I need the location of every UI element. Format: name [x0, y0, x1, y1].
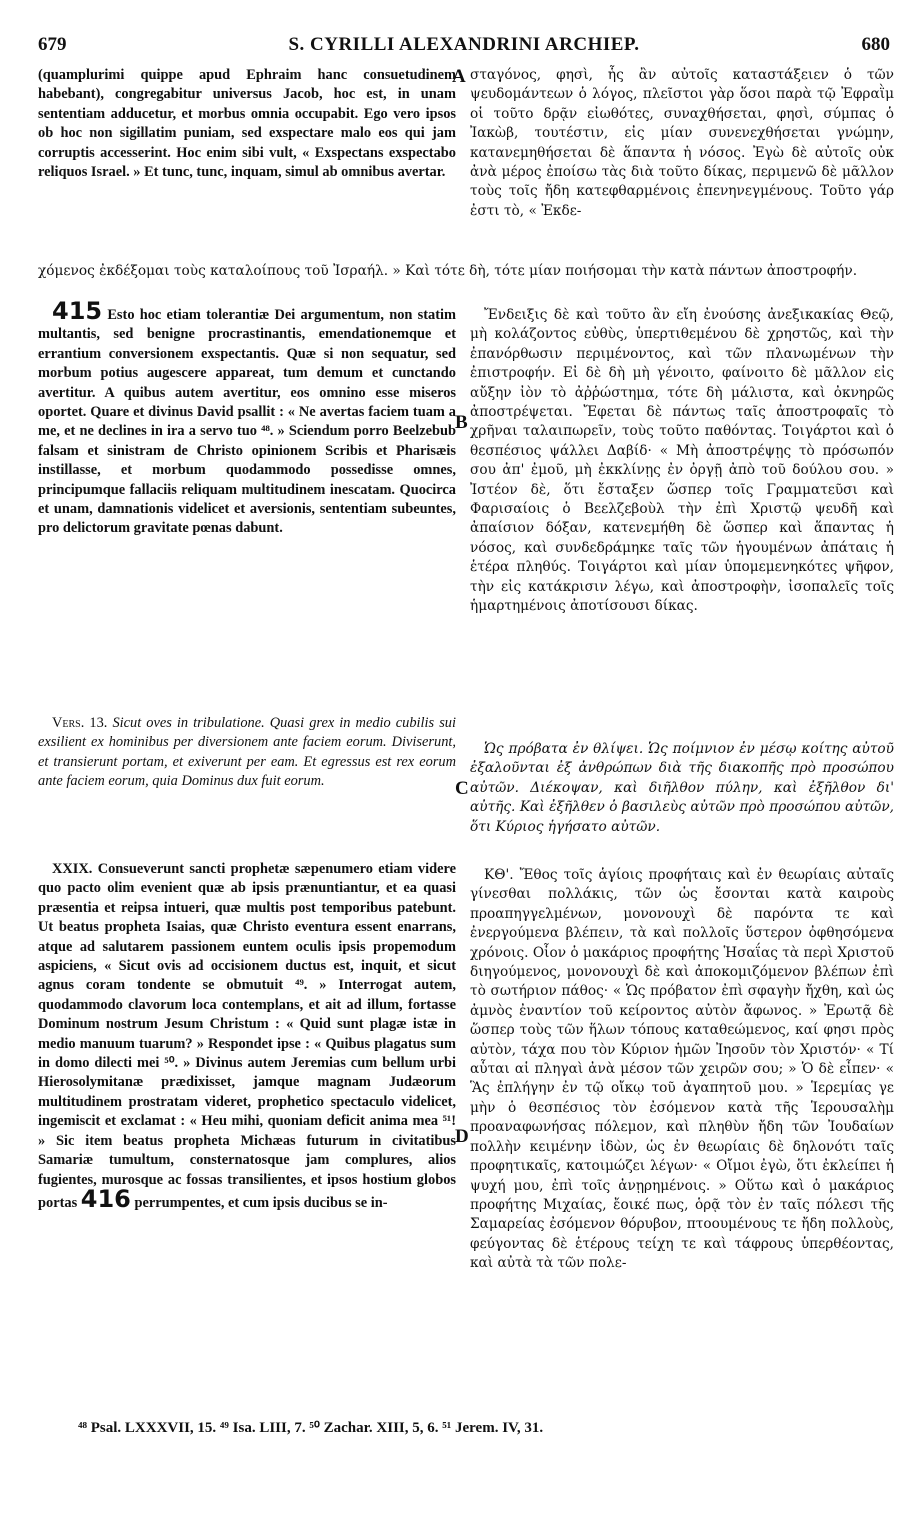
- footnotes: ⁴⁸ Psal. LXXXVII, 15. ⁴⁹ Isa. LIII, 7. ⁵⁰ Zachar. XIII, 5, 6. ⁵¹ Jerem. IV, 31.: [78, 1420, 544, 1436]
- section-number-415: 415: [52, 297, 103, 325]
- margin-marker-b: B: [455, 412, 468, 433]
- greek-paragraph-2: Ἔνδειξις δὲ καὶ τοῦτο ἂν εἴη ἐνούσης ἀνεξικακίας Θεῷ, μὴ κολάζοντος εὐθὺς, ὑπερτιθεμένου δὲ χρηστῶς, καὶ τὴν ἐπανόρθωσιν περιμένοντος, καὶ τῶν πλανωμένων τὴν ἐπιστροφήν. Εἰ δὲ δὴ μὴ γένοιτο, φαίνοιτο δὲ μᾶλλον εἰς αὔξην ἰὸν τὸ ἀῤῥώστημα, τότε δὴ μάλιστα, καὶ ὀκνηρῶς ἀποστρέψεται. Ἔφεται δὲ πάντως ταῖς ἀποστροφαῖς τὸ χρῆναι ταλαιπωρεῖν, τοὺς τοῦτο παθόντας. Τοιγάρτοι καὶ ὁ θεσπέσιος ψάλλει Δαβίδ· « Μὴ ἀποστρέψῃς τὸ πρόσωπόν σου ἀπ' ἐμοῦ, μὴ ἐκκλίνῃς ἐν ὀργῇ ἀπὸ τοῦ δούλου σου. » Ἰστέον δὲ, ὅτι ἔσταξεν ὥσπερ τοῖς Γραμματεῦσι καὶ Φαρισαίοις ὁ Βεελζεβοὺλ τὴν ἐπὶ Χριστῷ ψευδῆ καὶ ἀπαίσιον δόξαν, κατενεμήθη δὲ ὥσπερ καὶ ἅπαντας ἡ νόσος, καὶ συνδεδράμηκε ταῖς τῶν ἡγουμένων ἀπάταις ἡ ἑτέρα πληθύς. Τοιγάρτοι καὶ μίαν ὑπομεμενηκότες ψῆφον, τὴν εἰς κατάκρισιν λέγω, καὶ ἀποστροφὴν, ἰσοπαλεῖς τοῖς ἡμαρτημένοις ἀποτίσουσι δίκας.: [470, 307, 894, 615]
- running-title: S. CYRILLI ALEXANDRINI ARCHIEP.: [288, 34, 640, 55]
- latin-paragraph-415: 415 Esto hoc etiam tolerantiæ Dei argumentum, non statim multantis, sed benigne procrastinantis, emendationemque et errantium conversionem exspectantis. Quæ si non sequatur, sed morbum potius augescere appareat, tum demum et cunctando avertitur. A quibus autem avertitur, eos omnino esse miseros oportet. Quare et divinus David psallit : « Ne avertas faciem tuam a me, et ne declines in ira a servo tuo ⁴⁸. » Sciendum porro Beelzebub falsam et sinistram de Christo opinionem Scribis et Pharisæis instillasse, et morbum quodammodo possedisse omnes, principumque fallaciis reliquam multitudinem inescatam. Quocirca et unam, damnationis videlicet et aversionis, sententiam subeuntes, pro delictorum gravitate pœnas dabunt.: [38, 297, 456, 537]
- page-number-right: 680: [861, 34, 890, 55]
- margin-marker-d: D: [455, 1126, 469, 1147]
- greek-chapter-ktheta: ΚΘ'. Ἔθος τοῖς ἁγίοις προφήταις καὶ ἐν θεωρίαις αὐταῖς γίνεσθαι πολλάκις, τῶν ὡς ἔσονται κατὰ καιροὺς προαπηγγελμένων, μονονουχὶ δὲ παρόντα τε καὶ ἐνεργούμενα βλέπειν, τὰ καὶ πολλοῖς ὕστερον ὀφθησόμενα χρόνοις. Οἷον ὁ μακάριος προφήτης Ἡσαΐας τὰ περὶ Χριστοῦ διηγούμενος, μονονουχὶ δὲ καὶ ἀποκομιζόμενον βλέπων ἐπὶ τὸ σωτήριον πάθος· « Ὡς πρόβατον ἐπὶ σφαγὴν ἤχθη, καὶ ὡς ἀμνὸς ἐναντίον τοῦ κείροντος αὐτὸν ἄφωνος. » Ἐρωτᾷ δὲ ὥσπερ τοὺς τῶν ἥλων τόπους καταθεώμενος, καί φησι πρὸς αὐτὸν, τάχα που τὸν Κύριον ἡμῶν Ἰησοῦν τὸν Χριστόν· « Τί αὗται αἱ πληγαὶ ἀνὰ μέσον τῶν χειρῶν σου; » Ὁ δὲ εἶπεν· « Ἃς ἐπλήγην ἐν τῷ οἴκῳ τοῦ ἀγαπητοῦ μου. » Ἱερεμίας γε μὴν ὁ θεσπέσιος τὸν ἐσόμενον κατὰ τῆς Ἱερουσαλὴμ προαναφωνήσας πόλεμον, καὶ πληθὺν ἤδη τῶν Ἰουδαίων πολλὴν κειμένην ἰδὼν, ὡς ἐν θεωρίαις δὲ δηλονότι ταῖς προφητικαῖς, κατοιμώζει λέγων· « Οἴμοι ἐγὼ, ὅτι ἐκλείπει ἡ ψυχή μου, ἐπὶ τοῖς ἀνῃρημένοις. » Οὕτω καὶ ὁ μακάριος προφήτης Μιχαίας, ἔοικέ πως, ὁρᾷ τὸν ἐν ταῖς πόλεσι τῆς Σαμαρείας ἐσόμενον θόρυβον, πτοουμένους τε ἤδη πολλοὺς, φεύγοντας δὲ ἑτέρους τείχη τε καὶ τάφρους ὑπερθέοντας, καὶ αὐτὰ τὰ τῶν πολε-: [470, 867, 894, 1272]
- latin-chapter-xxix: XXIX. Consueverunt sancti prophetæ sæpenumero etiam videre quo pacto olim evenient quæ ab ipsis prænuntiantur, et ea quasi præsentia et reipsa intueri, quæ multis post temporibus patebunt. Ut beatus propheta Isaias, quæ Christo eventura essent enarrans, atque ad salutarem passionem euntem oculis ipsis propemodum aspiciens, « Sicut ovis ad occisionem ductus est, inquit, et sicut agnus coram tondente se obmutuit ⁴⁹. » Interrogat autem, quodammodo clavorum loca contemplans, et ait ad illum, fortasse Dominum nostrum Jesum Christum : « Quid sunt plagæ istæ in medio manuum tuarum? » Respondet ipse : « Quibus plagatus sum in domo dilecti mei ⁵⁰. » Divinus autem Jeremias cum bellum urbi Hierosolymitanæ prædixisset, jamque magnam Judæorum multitudinem prostratam videret, prophetico spectaculo videlicet, ingemiscit et exclamat : « Heu mihi, quoniam deficit anima mea ⁵¹! » Sic item beatus propheta Michæas futurum in civitatibus Samariæ tumultum, consternatosque jam complures, alios fugientes, murosque ac fossas transilientes, et ipsos hostium globos portas 416 perrumpentes, et cum ipsis ducibus se in-: [38, 861, 456, 1213]
- greek-wide-continuation: χόμενος ἐκδέξομαι τοὺς καταλοίπους τοῦ Ἰσραήλ. » Καὶ τότε δὴ, τότε μίαν ποιήσομαι τὴν κατὰ πάντων ἀποστροφήν.: [38, 263, 858, 279]
- greek-paragraph-1: σταγόνος, φησὶ, ἧς ἂν αὐτοῖς καταστάξειεν ὁ τῶν ψευδομάντεων ὁ λόγος, πλεῖστοι γὰρ ὅσοι παρὰ τῷ Ἐφραῒμ οἱ τοῦτο δρᾷν εἰωθότες, συναχθήσεται, φησὶ, σύμπας ὁ Ἰακὼβ, τουτέστιν, εἰς μίαν συνενεχθήσεται γνώμην, κατανεμηθήσεται δὲ ἅπαντα ἡ νόσος. Ἐγὼ δὲ αὐτοῖς οὐκ ἀνὰ μέρος ἐποίσω τὰς διὰ τοῦτο δίκας, περιμενῶ δὲ μᾶλλον τοὺς τοῖς ἤδη κατεφθαρμένοις ἐπενηνεγμένους. Τοῦτο γάρ ἐστι τὸ, « Ἐκδε-: [470, 67, 894, 219]
- margin-marker-c: C: [455, 778, 469, 799]
- margin-marker-a: A: [452, 66, 466, 87]
- chapter-label: XXIX.: [52, 861, 93, 877]
- page-header: [38, 34, 890, 62]
- greek-verse: Ὡς πρόβατα ἐν θλίψει. Ὡς ποίμνιον ἐν μέσῳ κοίτης αὐτοῦ ἐξαλοῦνται ἐξ ἀνθρώπων διὰ τῆς διακοπῆς πρὸ προσώπου αὐτῶν. Διέκοψαν, καὶ διῆλθον πύλην, καὶ ἐξῆλθον δι' αὐτῆς. Καὶ ἐξῆλθεν ὁ βασιλεὺς αὐτῶν πρὸ προσώπου αὐτῶν, ὅτι Κύριος ἡγήσατο αὐτῶν.: [470, 741, 894, 835]
- section-number-416: 416: [80, 1184, 131, 1213]
- page-number-left: 679: [38, 34, 67, 55]
- latin-verse-13: Vers. 13. Sicut oves in tribulatione. Quasi grex in medio cubilis sui exsilient ex hominibus per diversionem ante faciem eorum. Diviserunt, et transierunt portam, et exiverunt per eam. Et egressus est rex eorum ante faciem eorum, quia Dominus dux fuit eorum.: [38, 715, 457, 790]
- verse-label: Vers. 13.: [52, 715, 108, 731]
- greek-chapter-label: ΚΘ'.: [484, 867, 514, 883]
- latin-paragraph-1: (quamplurimi quippe apud Ephraim hanc consuetudinem habebant), congregabitur universus Jacob, hoc est, in unam sententiam adducetur, et morbus omnia occupabit. Ego vero ipsos ob hoc non sigillatim puniam, sed exspectare malo eos qui jam corruptis accesserint. Hoc enim sibi vult, « Exspectans exspectabo reliquos Israel. » Et tunc, tunc, inquam, simul ab omnibus avertar.: [38, 67, 456, 181]
